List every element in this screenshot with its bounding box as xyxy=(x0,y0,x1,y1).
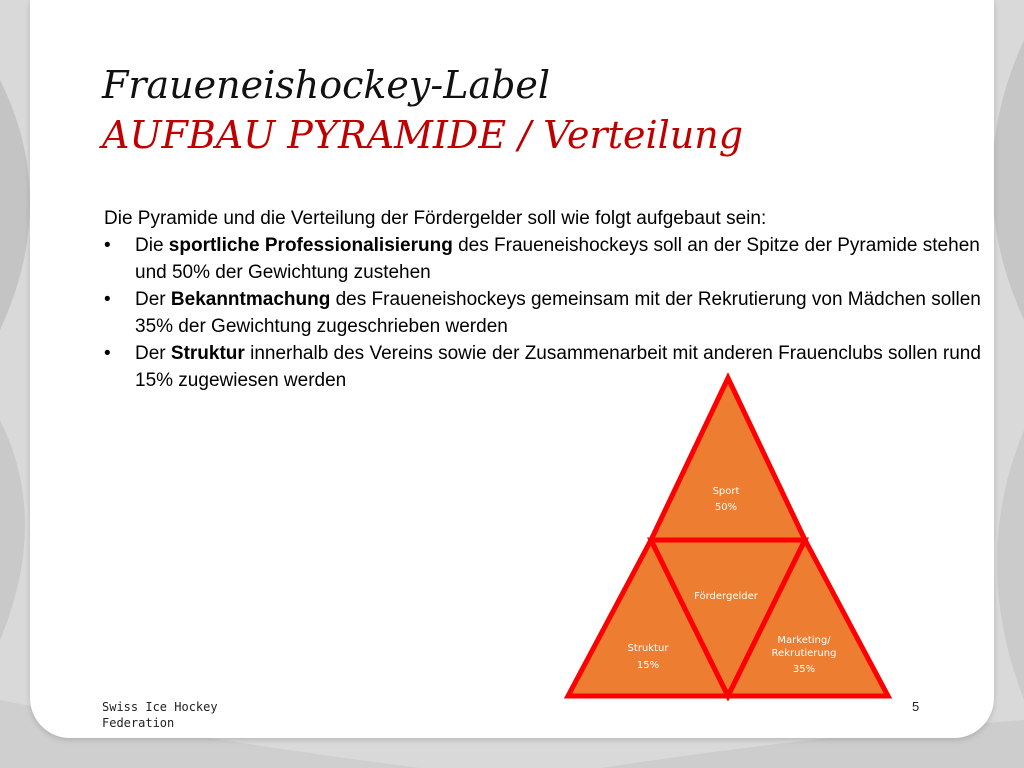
pyramid-right-value: 35% xyxy=(792,664,816,675)
bullet-marker: • xyxy=(104,343,111,364)
body-text xyxy=(104,205,984,394)
bullet-marker: • xyxy=(104,235,111,256)
pyramid-right-label-1: Marketing/ xyxy=(777,635,831,646)
footer-org-line-2: Federation xyxy=(102,716,175,730)
bullet-suffix: des Fraueneishockeys gemeinsam mit der Rekrutierung von Mädchen sollen 35% der Gewichtung zugeschrieben werden xyxy=(135,289,981,337)
bullet-list xyxy=(104,232,984,394)
title-line-1: Fraueneishockey-Label xyxy=(102,63,551,107)
footer-organization xyxy=(102,699,262,731)
bullet-prefix: Der xyxy=(135,343,171,364)
page-number: 5 xyxy=(912,699,920,714)
footer-org-line-1: Swiss Ice Hockey xyxy=(102,700,218,714)
pyramid-diagram xyxy=(560,372,896,704)
bullet-bold: sportliche Professionalisierung xyxy=(168,235,453,256)
bullet-bold: Bekanntmachung xyxy=(170,289,331,310)
pyramid-left-value: 15% xyxy=(636,660,660,671)
bullet-item-marketing xyxy=(104,286,984,340)
bullet-suffix: des Fraueneishockeys soll an der Spitze der Pyramide stehen und 50% der Gewichtung zustehen xyxy=(135,235,980,283)
pyramid-top-label: Sport xyxy=(712,486,740,497)
bullet-item-sport xyxy=(104,232,984,286)
pyramid-center-label: Fördergelder xyxy=(694,591,758,602)
pyramid-right-label-2: Rekrutierung xyxy=(771,648,837,659)
bullet-prefix: Der xyxy=(135,289,171,310)
bullet-prefix: Die xyxy=(135,235,169,256)
bullet-bold: Struktur xyxy=(170,343,245,364)
pyramid-left-label: Struktur xyxy=(627,643,669,654)
intro-text: Die Pyramide und die Verteilung der Fördergelder soll wie folgt aufgebaut sein: xyxy=(104,208,767,229)
pyramid-top-value: 50% xyxy=(714,502,738,513)
bullet-suffix: innerhalb des Vereins sowie der Zusammenarbeit mit anderen Frauenclubs sollen rund 15% zugewiesen werden xyxy=(135,343,981,391)
bullet-marker: • xyxy=(104,289,111,310)
title-line-2: AUFBAU PYRAMIDE / Verteilung xyxy=(102,113,744,157)
pyramid-top-segment xyxy=(651,378,805,540)
slide-title xyxy=(102,60,743,160)
